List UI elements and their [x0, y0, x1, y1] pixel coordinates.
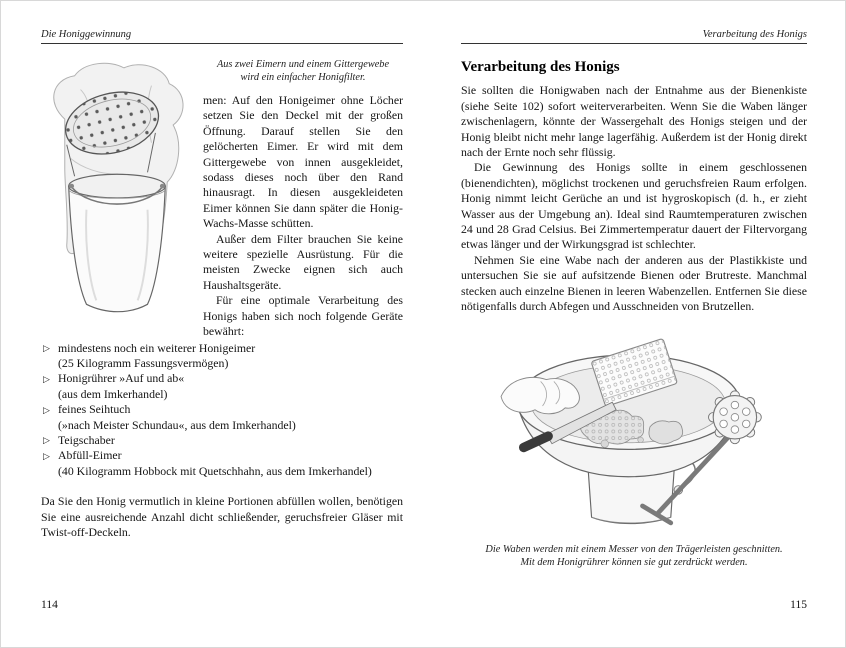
- list-item: [41, 341, 403, 372]
- list-item-sub: (»nach Meister Schundau«, aus dem Imkerhandel): [58, 417, 296, 432]
- caption-left-line1: Aus zwei Eimern und einem Gittergewebe: [216, 59, 390, 70]
- bullet-icon: ▷: [43, 435, 50, 446]
- illustration-caption-right: [461, 543, 807, 569]
- equipment-list: [41, 341, 403, 480]
- list-item-main: Abfüll-Eimer: [58, 448, 122, 463]
- list-item-main: feines Seihtuch: [58, 402, 131, 417]
- right-page: [461, 1, 807, 648]
- running-head-right: Verarbeitung des Honigs: [702, 29, 807, 40]
- running-head-left: Die Honiggewinnung: [41, 29, 132, 40]
- bullet-icon: ▷: [43, 373, 50, 384]
- list-item: [41, 433, 403, 448]
- comb-cutting-illustration: [489, 323, 779, 538]
- caption-right-line2: Mit dem Honigrührer können sie gut zerdrückt werden.: [520, 556, 748, 568]
- page-number-right: 115: [790, 599, 807, 611]
- list-item-sub: (aus dem Imkerhandel): [58, 386, 168, 401]
- caption-right-line1: Die Waben werden mit einem Messer von den Trägerleisten geschnitten.: [485, 543, 783, 555]
- list-item: [41, 402, 403, 433]
- left-page-body: [41, 58, 403, 540]
- left-page: [41, 1, 403, 648]
- paragraph-inspect-combs: Nehmen Sie eine Wabe nach der anderen aus der Plastikkiste und untersuchen Sie sie auf aufsitzende Bienen oder Brutreste. Manchmal stecken auch einzelne Bienen in leeren Wabenzellen. Entfernen Sie diese nötigenfalls durch Abfegen und Ausschneiden von Brutzellen.: [461, 252, 807, 314]
- honey-filter-illustration: [41, 60, 191, 324]
- paragraph-list-intro: Für eine optimale Verarbeitung des Honigs haben sich noch folgende Geräte bewährt:: [203, 293, 403, 339]
- list-item-sub: (40 Kilogramm Hobbock mit Quetschhahn, aus dem Imkerhandel): [58, 463, 372, 478]
- bullet-icon: ▷: [43, 404, 50, 415]
- page-number-left: 114: [41, 599, 58, 611]
- paragraph-process-soon: Sie sollten die Honigwaben nach der Entnahme aus der Bienenkiste (siehe Seite 102) sofort weiterverarbeiten. Wenn Sie die Waben länger zwischenlagern, könnte der Wassergehalt des Honigs steigen und der Honig bleibt nicht mehr lange lagerfähig. Außerdem ist der Honig direkt nach der Ernte noch sehr flüssig.: [461, 83, 807, 160]
- paragraph-equipment: Außer dem Filter brauchen Sie keine weitere spezielle Ausrüstung. Für die meisten Zwecke eignen sich auch Haushaltsgeräte.: [203, 231, 403, 292]
- list-item-main: Teigschaber: [58, 432, 115, 447]
- list-item-main: Honigrührer »Auf und ab«: [58, 371, 185, 386]
- bullet-icon: ▷: [43, 343, 50, 353]
- paragraph-room-conditions: Die Gewinnung des Honigs sollte in einem geschlossenen (bienendichten), möglichst trockenen und geruchsfreien Raum erfolgen. Honig nimmt leicht Gerüche an und ist hygroskopisch (d. h., er zieht Wasser aus der Umgebung an). Ideal sind Raumtemperaturen zwischen 24 und 28 Grad Celsius. Bei Zimmertemperatur dauert der Filtervorgang etwas länger und der Wirkungsgrad ist schlechter.: [461, 160, 807, 252]
- right-page-body: [461, 60, 807, 569]
- bullet-icon: ▷: [43, 450, 50, 461]
- header-rule-right: [461, 43, 807, 44]
- paragraph-jars: Da Sie den Honig vermutlich in kleine Portionen abfüllen wollen, benötigen Sie eine ausreichende Anzahl dicht schließender, geruchsfreier Gläser mit Twist-off-Deckeln.: [41, 494, 403, 539]
- section-title: Verarbeitung des Honigs: [461, 59, 620, 75]
- list-item-sub: (25 Kilogramm Fassungsvermögen): [58, 355, 229, 370]
- list-item-main: mindestens noch ein weiterer Honigeimer: [58, 340, 256, 355]
- list-item: [41, 448, 403, 479]
- caption-left-line2: wird ein einfacher Honigfilter.: [240, 72, 366, 83]
- list-item: [41, 371, 403, 402]
- paragraph-filter-assembly: men: Auf den Honigeimer ohne Löcher setzen Sie den Deckel mit der großen Öffnung. Darauf stellen Sie den gelöcherten Eimer. Er wird mit dem Gittergewebe von innen ausgekleidet, sodass dieses noch über den Rand hinausragt. In diesen ausgekleideten Eimer können Sie dann später die Honig-Wachs-Masse schütten.: [203, 93, 403, 231]
- header-rule-left: [41, 43, 403, 44]
